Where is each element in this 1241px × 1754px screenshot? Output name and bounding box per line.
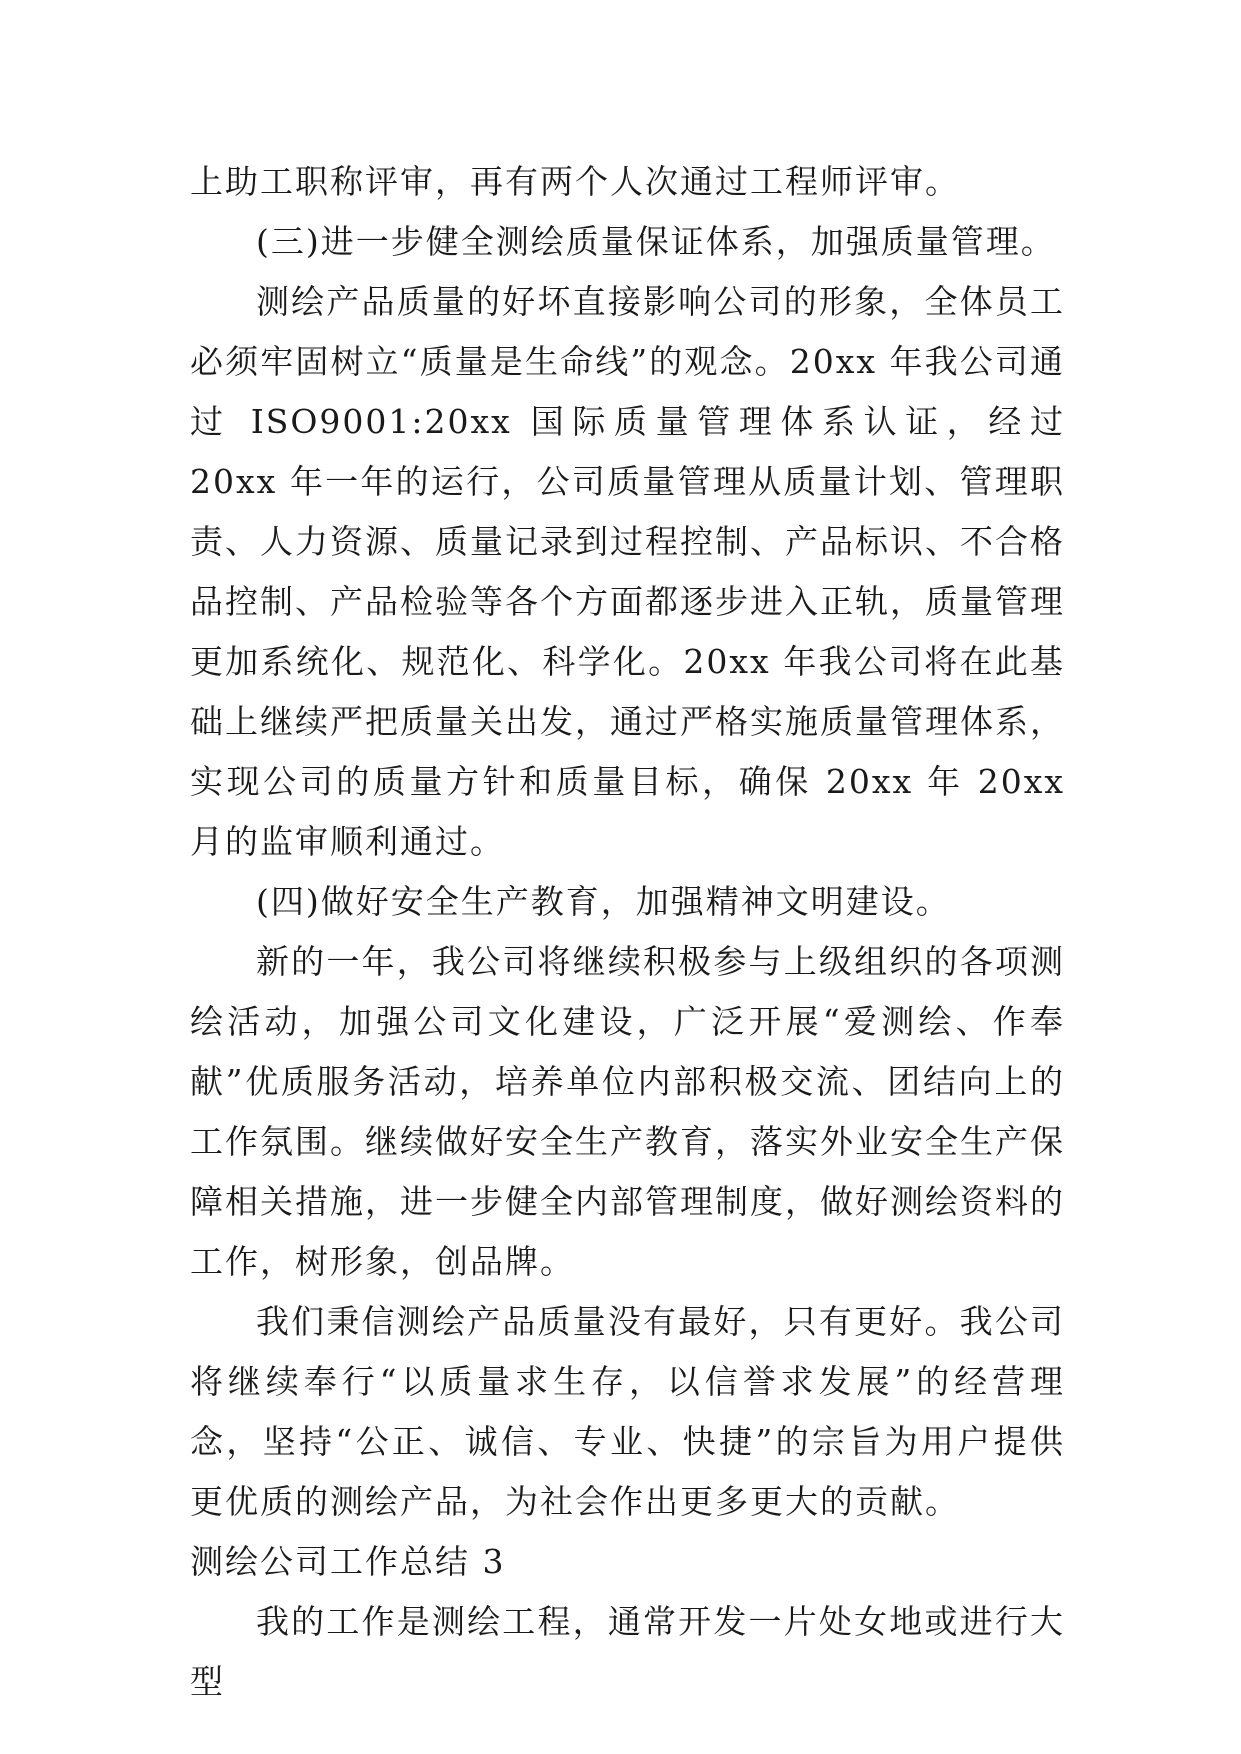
section-title: 测绘公司工作总结 3	[190, 1542, 506, 1581]
paragraph-belief: 我们秉信测绘产品质量没有最好，只有更好。我公司将继续奉行“以质量求生存，以信誉求发展”的经营理念，坚持“公正、诚信、专业、快捷”的宗旨为用户提供更优质的测绘产品，为社会作出更多更大的贡献。	[190, 1302, 1065, 1521]
section-heading-safety: (四)做好安全生产教育，加强精神文明建设。	[256, 882, 951, 921]
paragraph-safety: 新的一年，我公司将继续积极参与上级组织的各项测绘活动，加强公司文化建设，广泛开展“爱测绘、作奉献”优质服务活动，培养单位内部积极交流、团结向上的工作氛围。继续做好安全生产教育，落实外业安全生产保障相关措施，进一步健全内部管理制度，做好测绘资料的工作，树形象，创品牌。	[190, 942, 1065, 1281]
paragraph-quality: 测绘产品质量的好坏直接影响公司的形象，全体员工必须牢固树立“质量是生命线”的观念。20xx 年我公司通过 ISO9001:20xx 国际质量管理体系认证，经过 20xx 年一年的运行，公司质量管理从质量计划、管理职责、人力资源、质量记录到过程控制、产品标识、不合格品控制、产品检验等各个方面都逐步进入正轨，质量管理更加系统化、规范化、科学化。20xx 年我公司将在此基础上继续严把质量关出发，通过严格实施质量管理体系，实现公司的质量方针和质量目标，确保 20xx 年 20xx 月的监审顺利通过。	[190, 282, 1065, 861]
document-body	[190, 152, 1065, 1712]
section-heading-quality: (三)进一步健全测绘质量保证体系，加强质量管理。	[256, 222, 1056, 261]
paragraph-intro: 我的工作是测绘工程，通常开发一片处女地或进行大型	[190, 1602, 1065, 1701]
paragraph-continuation: 上助工职称评审，再有两个人次通过工程师评审。	[190, 162, 960, 201]
